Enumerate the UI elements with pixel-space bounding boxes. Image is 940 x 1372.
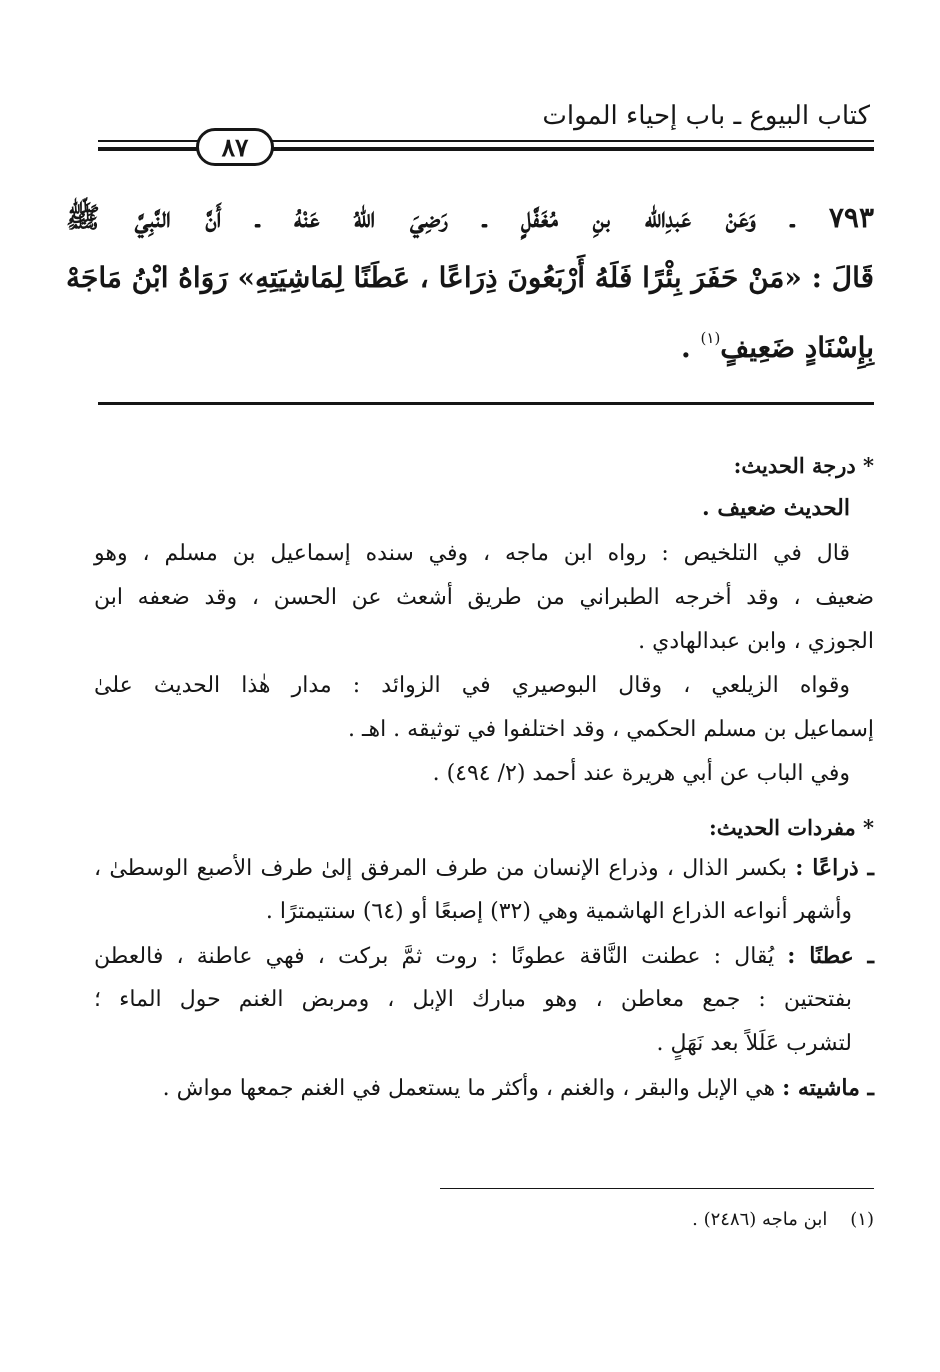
grade-paragraph [94, 664, 874, 752]
hadith-line: ٧٩٣ ـ وَعَنْ عَبدِالله بنِ مُغَفَّلٍ ـ رَضِيَ اللهُ عَنْهُ ـ أَنَّ النَّبِيَّ ﷺ [66, 201, 874, 234]
hadith-line: بِإِسْنَادٍ ضَعِيفٍ [720, 331, 874, 364]
vocab-definition: بكسر الذال ، وذراع الإنسان من طرف المرفق إلىٰ طرف الأصبع الوسطىٰ ، [94, 856, 787, 881]
hadith-end-punct: . [681, 331, 701, 364]
footnote [692, 1206, 874, 1234]
vocab-definition: يُقال : عطنت النَّاقة عطونًا : روت ثمَّ بركت ، فهي عاطنة ، فالعطن [94, 944, 775, 969]
page-number-badge [196, 128, 274, 166]
vocab-line [94, 1066, 874, 1110]
vocab-definition: هي الإبل والبقر ، والغنم ، وأكثر ما يستعمل في الغنم جمعها مواش . [162, 1076, 776, 1101]
vocab-line: وأشهر أنواعه الذراع الهاشمية وهي (٣٢) إصبعًا أو (٦٤) سنتيمترًا . [265, 899, 852, 924]
paragraph-line: وفي الباب عن أبي هريرة عند أحمد (٢/ ٤٩٤) . [432, 761, 850, 786]
footnote-text: ابن ماجه (٢٤٨٦) . [692, 1209, 828, 1230]
vocab-term: ـ ماشيته : [782, 1075, 874, 1101]
grade-verdict: الحديث ضعيف . [702, 495, 850, 521]
vocab-entry [94, 1066, 874, 1110]
section-divider [98, 402, 874, 405]
paragraph-line: إسماعيل بن مسلم الحكمي ، وقد اختلفوا في توثيقه . اهـ . [348, 717, 874, 742]
vocab-line: بفتحتين : جمع معاطن ، وهو مبارك الإبل ، ومربض الغنم حول الماء ؛ [94, 987, 852, 1012]
footnote-rule [440, 1188, 874, 1189]
hadith-text [66, 188, 874, 368]
paragraph-line: الجوزي ، وابن عبدالهادي . [638, 629, 874, 654]
commentary [94, 448, 874, 1110]
grade-paragraph [94, 752, 874, 796]
running-header-title: كتاب البيوع ـ باب إحياء الموات [542, 101, 870, 131]
vocab-term: ـ ذراعًا : [795, 855, 875, 881]
vocab-entry [94, 846, 874, 934]
hadith-line-last [66, 308, 874, 368]
vocab-line: لتشرب عَلَلاً بعد نَهَلٍ . [656, 1031, 852, 1056]
vocab-line [94, 934, 874, 978]
grade-paragraph [94, 532, 874, 664]
paragraph-line: ضعيف ، وقد أخرجه الطبراني من طريق أشعث عن الحسن ، وقد ضعفه ابن [94, 585, 874, 610]
paragraph-line: قال في التلخيص : رواه ابن ماجه ، وفي سنده إسماعيل بن مسلم ، وهو [94, 541, 850, 566]
paragraph-line: وقواه الزيلعي ، وقال البوصيري في الزوائد : مدار هٰذا الحديث علىٰ [94, 673, 850, 698]
page-number: ٨٧ [221, 132, 249, 162]
vocab-heading: * مفردات الحديث: [708, 815, 874, 840]
vocab-term: ـ عطنًا : [787, 943, 874, 969]
footnote-marker: (١) [850, 1209, 874, 1230]
hadith-line: قَالَ : «مَنْ حَفَرَ بِئْرًا فَلَهُ أَرْبَعُونَ ذِرَاعًا ، عَطَنًا لِمَاشِيَتِهِ» رَوَاهُ ابْنُ مَاجَهْ [66, 261, 874, 294]
grade-heading: * درجة الحديث: [733, 453, 874, 478]
vocab-line [94, 846, 874, 890]
vocab-entry [94, 934, 874, 1066]
footnote-reference: (١) [700, 329, 721, 347]
